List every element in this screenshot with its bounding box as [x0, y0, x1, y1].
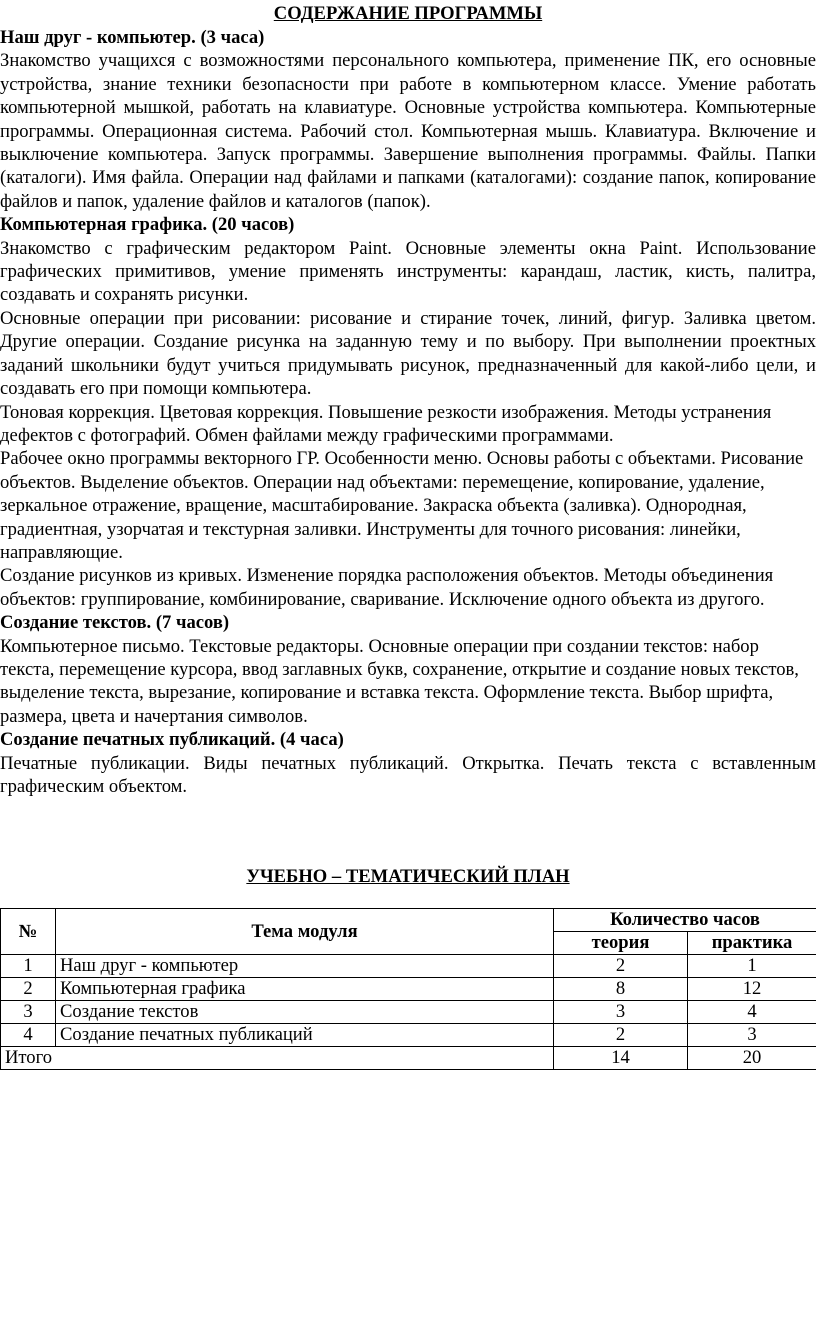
table-row: [1, 978, 816, 1001]
table-header-row: [1, 909, 816, 932]
row-theory: 8: [554, 978, 688, 1001]
row-number: 2: [1, 978, 56, 1001]
row-practice: 4: [688, 1001, 816, 1024]
row-topic: Наш друг - компьютер: [56, 955, 554, 978]
section-paragraph: Знакомство учащихся с возможностями персонального компьютера, применение ПК, его основные устройства, знание техники безопасности при работе в компьютерном классе. Умение работать компьютерной мышкой, работать на клавиатуре. Основные устройства компьютера. Компьютерные программы. Операционная система. Рабочий стол. Компьютерная мышь. Клавиатура. Включение и выключение компьютера. Запуск программы. Завершение выполнения программы. Файлы. Папки (каталоги). Имя файла. Операции над файлами и папками (каталогами): создание папок, копирование файлов и папок, удаление файлов и каталогов (папок).: [0, 50, 816, 212]
total-theory: 14: [554, 1047, 688, 1070]
plan-title: УЧЕБНО – ТЕМАТИЧЕСКИЙ ПЛАН: [246, 866, 570, 887]
thematic-plan-table: [0, 908, 816, 1070]
table-row: [1, 1001, 816, 1024]
row-number: 3: [1, 1001, 56, 1024]
header-hours: Количество часов: [554, 909, 816, 932]
section-paragraph: Компьютерное письмо. Текстовые редакторы. Основные операции при создании текстов: набор текста, перемещение курсора, ввод заглавных букв, сохранение, открытие и создание новых текстов, выделение текста, вырезание, копирование и вставка текста. Оформление текста. Выбор шрифта, размера, цвета и начертания символов.: [0, 635, 799, 727]
header-topic: Тема модуля: [56, 909, 554, 955]
total-label: Итого: [1, 1047, 554, 1070]
table-row: [1, 1024, 816, 1047]
row-number: 1: [1, 955, 56, 978]
row-topic: Создание текстов: [56, 1001, 554, 1024]
section-paragraph: Рабочее окно программы векторного ГР. Особенности меню. Основы работы с объектами. Рисование объектов. Выделение объектов. Операции над объектами: перемещение, копирование, удаление, зеркальное отражение, вращение, масштабирование. Закраска объекта (заливка). Однородная, градиентная, узорчатая и текстурная заливки. Инструменты для точного рисования: линейки, направляющие.: [0, 448, 804, 563]
row-theory: 3: [554, 1001, 688, 1024]
content-title: СОДЕРЖАНИЕ ПРОГРАММЫ: [273, 3, 543, 24]
section-paragraph: Основные операции при рисовании: рисование и стирание точек, линий, фигур. Заливка цветом. Другие операции. Создание рисунка на заданную тему и по выбору. При выполнении проектных заданий школьники будут учиться придумывать рисунок, предназначенный для какой-либо цели, и создавать его при помощи компьютера.: [0, 307, 816, 400]
row-theory: 2: [554, 955, 688, 978]
section-paragraph: Тоновая коррекция. Цветовая коррекция. Повышение резкости изображения. Методы устранения дефектов с фотографий. Обмен файлами между графическими программами.: [0, 401, 772, 446]
section-heading: Наш друг - компьютер. (3 часа): [0, 27, 265, 48]
header-practice: практика: [688, 932, 816, 955]
table-total-row: [1, 1047, 816, 1070]
total-practice: 20: [688, 1047, 816, 1070]
section-heading: Компьютерная графика. (20 часов): [0, 214, 295, 236]
row-topic: Компьютерная графика: [56, 978, 554, 1001]
row-topic: Создание печатных публикаций: [56, 1024, 554, 1047]
header-number: №: [1, 909, 56, 955]
section-paragraph: Печатные публикации. Виды печатных публикаций. Открытка. Печать текста с вставленным графическим объектом.: [0, 752, 816, 797]
section-heading: Создание печатных публикаций. (4 часа): [0, 729, 344, 751]
row-practice: 3: [688, 1024, 816, 1047]
row-number: 4: [1, 1024, 56, 1047]
table-row: [1, 955, 816, 978]
row-theory: 2: [554, 1024, 688, 1047]
program-content: [0, 26, 816, 798]
row-practice: 1: [688, 955, 816, 978]
section-paragraph: Создание рисунков из кривых. Изменение порядка расположения объектов. Методы объединения объектов: группирование, комбинирование, сваривание. Исключение одного объекта из другого.: [0, 565, 774, 610]
header-theory: теория: [554, 932, 688, 955]
row-practice: 12: [688, 978, 816, 1001]
section-heading: Создание текстов. (7 часов): [0, 612, 230, 634]
section-paragraph: Знакомство с графическим редактором Paint. Основные элементы окна Paint. Использование графических примитивов, умение применять инструменты: карандаш, ластик, кисть, палитра, создавать и сохранять рисунки.: [0, 237, 816, 306]
